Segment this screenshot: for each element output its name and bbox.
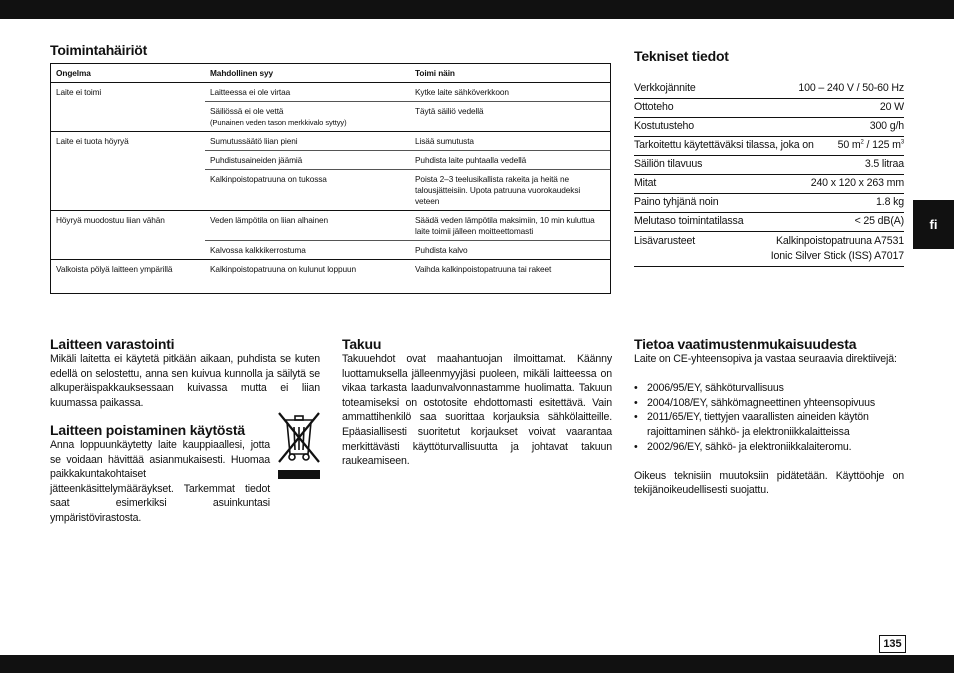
cause-cell: Sumutussäätö liian pieni <box>205 132 410 151</box>
spec-label: Paino tyhjänä noin <box>634 196 719 208</box>
storage-section <box>50 336 320 410</box>
warranty-title: Takuu <box>342 336 382 352</box>
spec-value: 300 g/h <box>869 120 904 132</box>
cause-cell: Kalkinpoistopatruuna on kulunut loppuun <box>210 264 357 274</box>
disposal-section <box>50 422 270 526</box>
spec-value: 50 $m^2 / 125$ $m^3$ <box>837 139 904 151</box>
list-item: • 2011/65/EY, tiettyjen vaarallisten aineiden käytön rajoittaminen sähkö- ja elektroniikkalaitteissa <box>634 410 904 439</box>
problem-cell: Höyryä muodostuu liian vähän <box>51 211 205 260</box>
conformity-section <box>634 336 904 498</box>
list-item: • 2004/108/EY, sähkömagneettinen yhteensopivuus <box>634 396 904 411</box>
spec-row <box>634 99 904 118</box>
page-number: 135 <box>879 635 906 653</box>
spec-label: Melutaso toimintatilassa <box>634 215 744 227</box>
cause-cell: Puhdistusaineiden jäämiä <box>205 151 410 170</box>
warranty-section <box>342 336 612 469</box>
action-cell: Kytke laite sähköverkkoon <box>410 83 610 102</box>
conformity-intro: Laite on CE-yhteensopiva ja vastaa seuraavia direktiivejä: <box>634 353 897 365</box>
conformity-footer: Oikeus teknisiin muutoksiin pidätetään. Käyttöohje on tekijänoikeudellisesti suojattu. <box>634 469 904 497</box>
table-row <box>51 132 610 151</box>
cause-cell <box>205 102 410 132</box>
directive-list <box>634 381 904 454</box>
bottom-bar <box>0 655 954 673</box>
spec-value: < 25 dB(A) <box>854 215 904 227</box>
spec-label: Tarkoitettu käytettäväksi tilassa, joka on <box>634 139 814 151</box>
specs-table <box>634 80 904 267</box>
spec-row <box>634 118 904 137</box>
spec-label: Lisävarusteet <box>634 235 696 247</box>
spec-value: 240 x 120 x 263 mm <box>810 177 904 189</box>
cause-cell: Laitteessa ei ole virtaa <box>205 83 410 102</box>
spec-label: Verkkojännite <box>634 82 696 94</box>
spec-label: Kostutusteho <box>634 120 695 132</box>
spec-row <box>634 175 904 194</box>
spec-value: 3.5 litraa <box>864 158 904 170</box>
header-action: Toimi näin <box>410 64 610 83</box>
cause-text: Säiliössä ei ole vettä <box>210 106 284 116</box>
spec-row <box>634 232 904 267</box>
action-cell: Vaihda kalkinpoistopatruuna tai rakeet <box>415 264 552 274</box>
spec-label: Mitat <box>634 177 657 189</box>
table-row <box>51 83 610 102</box>
action-cell: Täytä säiliö vedellä <box>410 102 610 132</box>
action-cell: Puhdista laite puhtaalla vedellä <box>410 151 610 170</box>
action-cell: Säädä veden lämpötila maksimiin, 10 min kuluttua laite toimii jälleen moitteettomasti <box>410 211 610 241</box>
warranty-text: Takuuehdot ovat maahantuojan ilmoittamat. Käänny luottamuksella jälleenmyyjäsi puoleen, mikäli laitteessa on vikaa tarkasta laadunvalvonnastamme huolimatta. Takuun toteamiseksi on ostotosite ehdottomasti esitettävä. Vain ammattihenkilö saa suorittaa korjauksia sähkölaitteille. Epäasiallisesti suoritetut korjaukset voivat vaarantaa merkittävästi käyttöturvallisuutta ja johtavat takuun raukeamiseen. <box>342 353 612 468</box>
conformity-title: Tietoa vaatimustenmukaisuudesta <box>634 336 857 352</box>
action-cell: Poista 2–3 teelusikallista rakeita ja heitä ne talousjätteisiin. Upota patruuna vuorokaudeksi veteen <box>410 170 610 211</box>
disposal-title: Laitteen poistaminen käytöstä <box>50 422 245 438</box>
top-bar <box>0 0 954 19</box>
spec-row <box>634 213 904 232</box>
problem-cell: Valkoista pölyä laitteen ympärillä <box>56 264 173 274</box>
language-tab: fi <box>913 200 954 249</box>
disposal-text: Anna loppuunkäytetty laite kauppiaallesi, jotta se voidaan hävittää asianmukaisesti. Huomaa paikkakuntakohtaiset jätteenkäsittelymääräykset. Tarkemmat tiedot saat esimerkiksi asuinkuntasi ympäristövirastosta. <box>50 439 270 524</box>
cause-cell: Kalkinpoistopatruuna on tukossa <box>205 170 410 211</box>
spec-row <box>634 137 904 156</box>
crossed-out-wheelie-bin-icon <box>276 410 322 481</box>
table-row <box>51 260 610 279</box>
spec-value: 20 W <box>879 101 904 113</box>
cause-note: (Punainen veden tason merkkivalo syttyy) <box>210 118 347 127</box>
table-row <box>51 211 610 241</box>
problem-cell: Laite ei tuota höyryä <box>51 132 205 211</box>
specs-title: Tekniset tiedot <box>634 48 729 64</box>
spec-value: 100 – 240 V / 50-60 Hz <box>798 82 904 94</box>
spec-value: Kalkinpoistopatruuna A7531 Ionic Silver Stick (ISS) A7017 <box>770 235 904 262</box>
header-cause: Mahdollinen syy <box>205 64 410 83</box>
spec-row <box>634 194 904 213</box>
action-cell: Lisää sumutusta <box>410 132 610 151</box>
spec-value: 1.8 kg <box>876 196 904 208</box>
trouble-title: Toimintahäiriöt <box>50 42 148 58</box>
storage-text: Mikäli laitetta ei käytetä pitkään aikaan, puhdista se kuten edellä on selostettu, anna sen kuivua kunnolla ja säilytä se alkuperäispakkauksessaan kuivassa mutta ei liian kuumassa paikassa. <box>50 353 320 409</box>
trouble-header-row <box>51 64 610 83</box>
problem-cell: Laite ei toimi <box>51 83 205 132</box>
storage-title: Laitteen varastointi <box>50 336 175 352</box>
trouble-table <box>50 63 611 294</box>
spec-label: Säiliön tilavuus <box>634 158 703 170</box>
cause-cell: Veden lämpötila on liian alhainen <box>205 211 410 241</box>
cause-cell: Kalvossa kalkkikerrostuma <box>205 241 410 260</box>
spec-row <box>634 80 904 99</box>
spec-row <box>634 156 904 175</box>
action-cell: Puhdista kalvo <box>410 241 610 260</box>
list-item: • 2002/96/EY, sähkö- ja elektroniikkalaiteromu. <box>634 440 904 455</box>
header-problem: Ongelma <box>51 64 205 83</box>
spec-label: Ottoteho <box>634 101 674 113</box>
list-item: • 2006/95/EY, sähköturvallisuus <box>634 381 904 396</box>
